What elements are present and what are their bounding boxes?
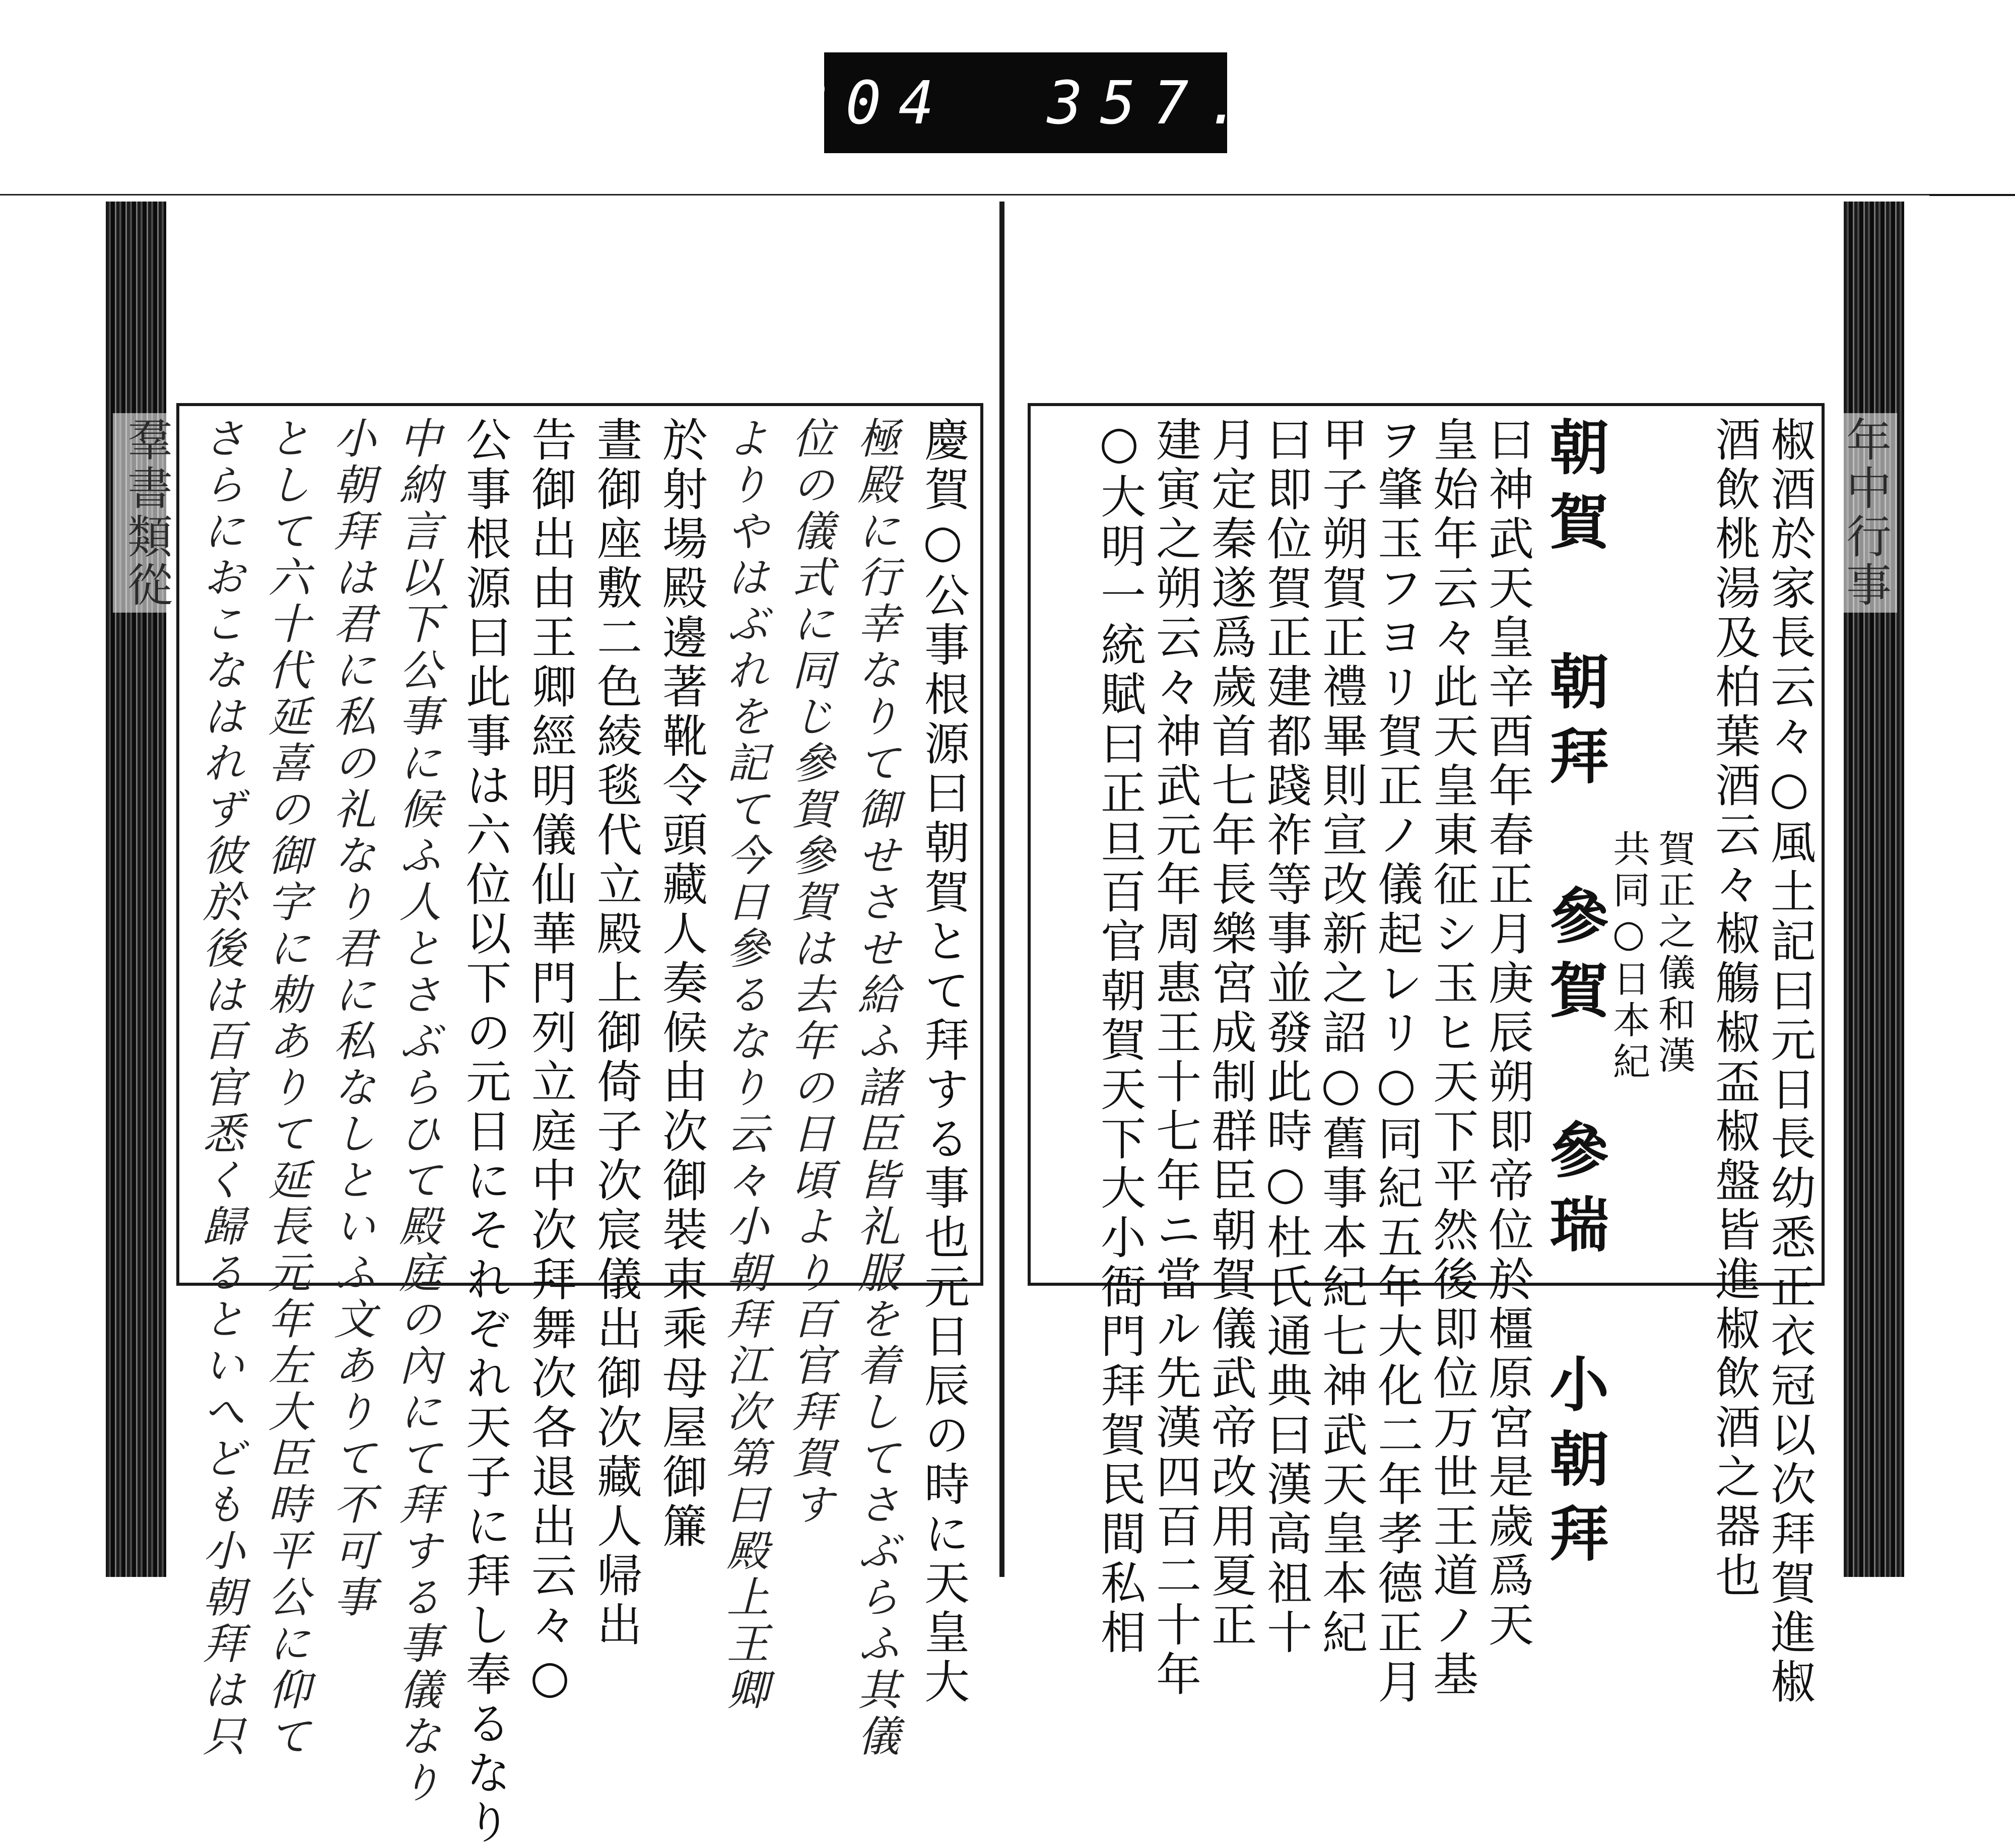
- frame-label: [792, 52, 1259, 153]
- right-column-12: 建寅之朔云々神武元年周惠王十七年ニ當ル先漢四百二十年: [1148, 416, 1201, 1700]
- right-column-2: 酒飲桃湯及柏葉酒云々椒觴椒盃椒盤皆進椒飲酒之器也: [1707, 416, 1760, 1601]
- frame-number-right: 357.: [1047, 68, 1259, 138]
- left-column-4: よりやはぶれを記て今日參るなり云々小朝拜江次第曰殿上王卿: [720, 416, 769, 1714]
- left-column-1: 慶賀○公事根源曰朝賀とて拜する事也元日辰の時に天皇大: [916, 416, 969, 1707]
- frame-number-left: 304: [792, 68, 952, 138]
- right-column-11: 月定秦遂爲歲首七年長樂宮成制群臣朝賀儀武帝改用夏正: [1203, 416, 1256, 1651]
- left-column-12: さらにおこなはれず彼於後は百官悉く歸るといへども小朝拜は只: [196, 416, 245, 1760]
- right-column-1: 椒酒於家長云々○風土記曰元日長幼悉正衣冠以次拜賀進椒: [1763, 416, 1816, 1707]
- left-column-11: として六十代延喜の御字に勅ありて延長元年左大臣時平公に仰て: [261, 416, 311, 1760]
- right-page: [1028, 403, 1825, 1707]
- right-column-10: 曰即位賀正建都踐祚等事並發此時○杜氏通典曰漢高祖十: [1259, 416, 1312, 1658]
- right-column-3: 賀正之儀和漢: [1652, 829, 1696, 1077]
- left-column-8: 公事根源曰此事は六位以下の元日にそれぞれ天子に拜し奉るなり: [458, 416, 511, 1848]
- left-column-5: 於射場殿邊著靴令頭藏人奏候由次御裝束乘母屋御簾: [654, 416, 707, 1552]
- left-column-6: 晝御座敷二色綾毯代立殿上御倚子次宸儀出御次藏人帰出: [589, 416, 642, 1651]
- spine-title-left: 羣書類從: [113, 413, 178, 613]
- right-column-9: 甲子朔賀正禮畢則宣改新之詔○舊事本紀七神武天皇本紀: [1314, 416, 1367, 1658]
- right-column-6: 曰神武天皇辛酉年春正月庚辰朔即帝位於橿原宮是歲爲天: [1481, 416, 1533, 1651]
- book: [106, 202, 1904, 1848]
- top-rule-right: [1929, 194, 2015, 196]
- left-column-7: 告御出由王卿經明儀仙華門列立庭中次拜舞次各退出云々○: [523, 416, 576, 1707]
- left-column-9: 中納言以下公事に候ふ人とさぶらひて殿庭の內にて拜する事儀なり: [392, 416, 442, 1807]
- left-column-3: 位の儀式に同じ參賀參賀は去年の日頃より百官拜賀す: [785, 416, 835, 1529]
- left-column-10: 小朝拜は君に私の礼なり君に私なしといふ文ありて不可事: [327, 416, 376, 1621]
- spine-title-right: 年中行事: [1832, 413, 1897, 613]
- left-page: [176, 403, 983, 1848]
- top-rule: [0, 194, 2015, 195]
- right-column-13: ○大明一統賦曰正旦百官朝賀天下大小衙門拜賀民間私相: [1093, 416, 1146, 1658]
- right-column-8: ヲ肇玉フヨリ賀正ノ儀起レリ○同紀五年大化二年孝德正月: [1370, 416, 1423, 1707]
- binding-line: [999, 202, 1004, 1577]
- right-column-7: 皇始年云々此天皇東征シ玉ヒ天下平然後即位万世王道ノ基: [1425, 416, 1478, 1700]
- right-column-4: 共同○日本紀: [1607, 829, 1650, 1083]
- book-edge-left: [106, 202, 166, 1577]
- section-heading: 朝賀 朝拜 參賀 參瑞 小朝拜: [1539, 416, 1609, 1577]
- left-column-2: 極殿に行幸なりて御せさせ給ふ諸臣皆礼服を着してさぶらふ其儀: [851, 416, 900, 1760]
- book-edge-right: [1844, 202, 1904, 1577]
